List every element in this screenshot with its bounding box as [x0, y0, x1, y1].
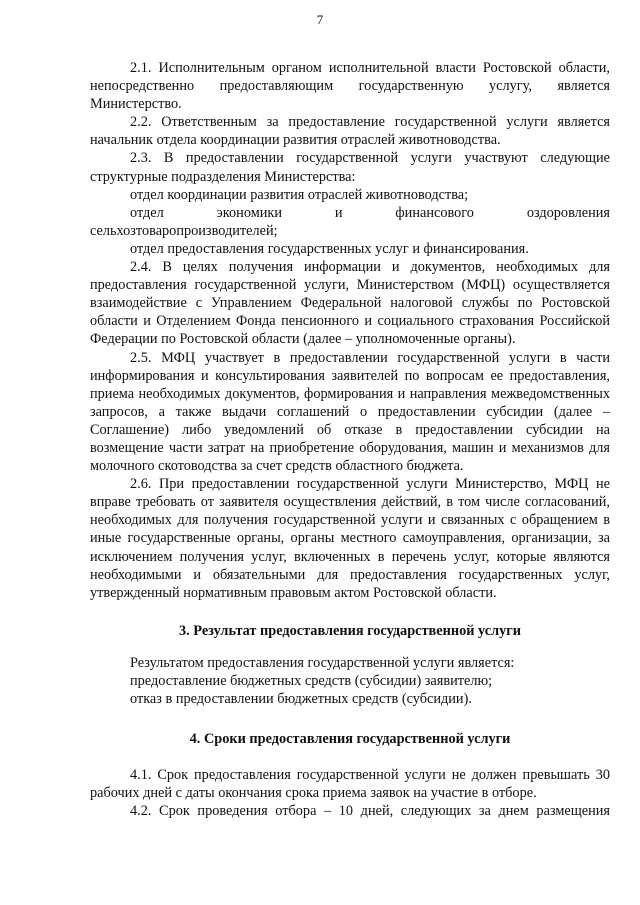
list-item-department-2-line-2: сельхозтоваропроизводителей;: [90, 222, 278, 239]
paragraph-2-1: 2.1. Исполнительным органом исполнительной власти Ростовской области, непосредственно предоставляющим государственную услугу, является Министерство.: [90, 60, 610, 113]
list-item-department-3: отдел предоставления государственных услуг и финансирования.: [130, 240, 529, 257]
section-3-heading: 3. Результат предоставления государственной услуги: [179, 622, 521, 639]
list-item-department-2-line-1: отдел экономики и финансового оздоровления: [130, 204, 610, 221]
paragraph-2-6: 2.6. При предоставлении государственной услуги Министерство, МФЦ не вправе требовать от заявителя осуществления действий, в том числе согласований, необходимых для получения государственной услуги и связанных с обращением в иные государственные органы, органы местного самоуправления, организации, за исключением получения услуг, включенных в перечень услуг, которые являются необходимыми и обязательными для предоставления государственных услуг, утвержденный нормативным правовым актом Ростовской области.: [90, 476, 610, 601]
paragraph-2-3: 2.3. В предоставлении государственной услуги участвуют следующие структурные подразделения Министерства:: [90, 150, 610, 185]
document-body: [90, 59, 610, 821]
section-3-intro: Результатом предоставления государственной услуги является:: [130, 654, 515, 671]
paragraph-4-2: 4.2. Срок проведения отбора – 10 дней, следующих за днем размещения: [130, 803, 610, 820]
paragraph-4-1: 4.1. Срок предоставления государственной услуги не должен превышать 30 рабочих дней с даты окончания срока приема заявок на участие в отборе.: [90, 767, 610, 802]
page-number: 7: [316, 12, 324, 27]
section-3-item-2: отказ в предоставлении бюджетных средств (субсидии).: [130, 691, 472, 708]
paragraph-2-2: 2.2. Ответственным за предоставление государственной услуги является начальник отдела координации развития отраслей животноводства.: [90, 114, 610, 149]
section-3-item-1: предоставление бюджетных средств (субсидии) заявителю;: [130, 673, 493, 689]
paragraph-2-5: 2.5. МФЦ участвует в предоставлении государственной услуги в части информирования и консультирования заявителей по вопросам ее предоставления, приема необходимых документов, формирования и направления межведомственных запросов, а также выдачи соглашений о предоставлении субсидии (далее – Соглашение) либо уведомлений об отказе в предоставлении субсидии на возмещение части затрат на приобретение оборудования, машин и механизмов для молочного скотоводства за счет средств областного бюджета.: [90, 349, 610, 475]
section-4-heading: 4. Сроки предоставления государственной услуги: [189, 731, 511, 748]
paragraph-2-4: 2.4. В целях получения информации и документов, необходимых для предоставления государственной услуги, Министерством (МФЦ) осуществляется взаимодействие с Управлением Федеральной налоговой службы по Ростовской области и Отделением Фонда пенсионного и социального страхования Российской Федерации по Ростовской области (далее – уполномоченные органы).: [90, 259, 610, 348]
list-item-department-1: отдел координации развития отраслей животноводства;: [130, 186, 469, 203]
